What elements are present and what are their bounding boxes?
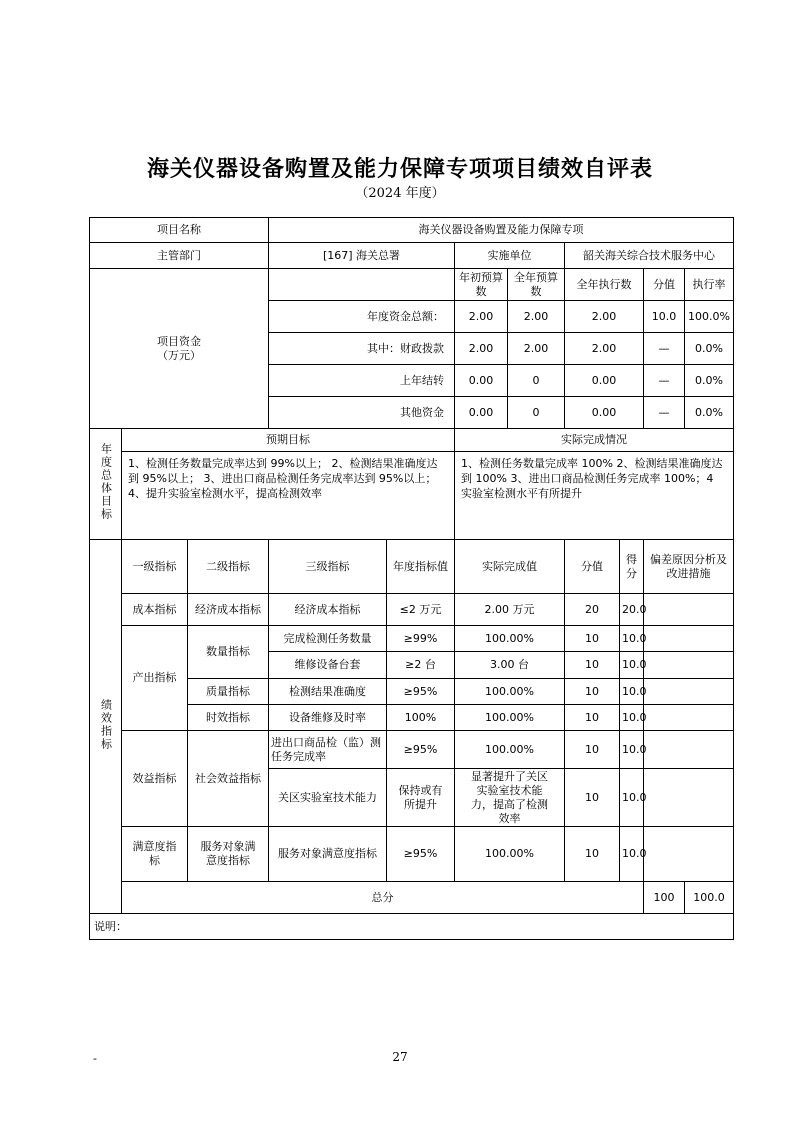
perf-header-score: 得分 (620, 540, 644, 594)
goals-actual-text: 1、检测任务数量完成率 100% 2、检测结果准确度达到 100% 3、进出口商品检测任务完成率 100%；4 实验室检测水平有所提升 (455, 452, 734, 540)
funds-row-label: 年度资金总额： (269, 301, 455, 333)
funds-cell: 0.00 (455, 397, 508, 429)
social-actual: 100.00% (455, 731, 565, 769)
perf-header-l2: 二级指标 (188, 540, 269, 594)
timeliness-scoreval: 10 (565, 705, 620, 731)
page-subtitle: （2024 年度） (355, 186, 445, 201)
satisfaction-l1: 满意度指标 (122, 827, 188, 882)
satisfaction-actual: 100.00% (455, 827, 565, 882)
dept-value: [167] 海关总署 (269, 243, 455, 269)
quantity-scoreval: 10 (565, 652, 620, 679)
total-score: 100.0 (685, 882, 734, 914)
social-scoreval: 10 (565, 731, 620, 769)
social-target: 保持或有所提升 (387, 769, 455, 827)
funds-cell: 10.0 (644, 301, 685, 333)
satisfaction-deviation (644, 827, 734, 882)
funds-cell: 0 (508, 365, 565, 397)
cost-l1: 成本指标 (122, 594, 188, 626)
page-number: 27 (392, 1050, 408, 1064)
social-deviation (644, 769, 734, 827)
funds-cell: — (644, 333, 685, 365)
satisfaction-target: ≥95% (387, 827, 455, 882)
quality-score: 10.0 (620, 679, 644, 705)
quality-scoreval: 10 (565, 679, 620, 705)
cost-scoreval: 20 (565, 594, 620, 626)
perf-header-actual: 实际完成值 (455, 540, 565, 594)
funds-cell: — (644, 397, 685, 429)
quality-l3: 检测结果准确度 (269, 679, 387, 705)
satisfaction-score: 10.0 (620, 827, 644, 882)
quantity-actual: 3.00 台 (455, 652, 565, 679)
perf-header-scoreval: 分值 (565, 540, 620, 594)
social-score: 10.0 (620, 731, 644, 769)
goals-expected-header: 预期目标 (122, 429, 455, 452)
funds-cell: 2.00 (565, 333, 644, 365)
funds-cell: 0.00 (455, 365, 508, 397)
quantity-actual: 100.00% (455, 626, 565, 652)
quality-actual: 100.00% (455, 679, 565, 705)
impl-label: 实施单位 (455, 243, 565, 269)
output-l1: 产出指标 (122, 626, 188, 731)
dept-label: 主管部门 (90, 243, 269, 269)
funds-cell: 2.00 (508, 333, 565, 365)
note-label: 说明： (90, 914, 734, 940)
cost-target: ≤2 万元 (387, 594, 455, 626)
funds-cell: 2.00 (565, 301, 644, 333)
quantity-deviation (644, 652, 734, 679)
goals-actual-header: 实际完成情况 (455, 429, 734, 452)
funds-label: 项目资金（万元） (90, 269, 269, 429)
timeliness-l2: 时效指标 (188, 705, 269, 731)
timeliness-score: 10.0 (620, 705, 644, 731)
funds-cell: 100.0% (685, 301, 734, 333)
total-scoreval: 100 (644, 882, 685, 914)
goals-expected-text: 1、检测任务数量完成率达到 99%以上； 2、检测结果准确度达到 95%以上； 3、进出口商品检测任务完成率达到 95%以上； 4、提升实验室检测水平，提高检测效率 (122, 452, 455, 540)
evaluation-table (89, 217, 734, 940)
perf-header-l3: 三级指标 (269, 540, 387, 594)
funds-row-label: 上年结转 (269, 365, 455, 397)
quality-l2: 质量指标 (188, 679, 269, 705)
performance-label: 绩效指标 (90, 540, 122, 914)
social-l3: 关区实验室技术能力 (269, 769, 387, 827)
satisfaction-scoreval: 10 (565, 827, 620, 882)
funds-cell: 0.0% (685, 397, 734, 429)
funds-cell: 0.0% (685, 333, 734, 365)
goals-label: 年度总体目标 (90, 429, 122, 540)
project-name-value: 海关仪器设备购置及能力保障专项 (269, 218, 734, 243)
cost-score: 20.0 (620, 594, 644, 626)
funds-cell: — (644, 365, 685, 397)
social-scoreval: 10 (565, 769, 620, 827)
cost-l2: 经济成本指标 (188, 594, 269, 626)
satisfaction-l3: 服务对象满意度指标 (269, 827, 387, 882)
funds-cell: 0 (508, 397, 565, 429)
perf-header-deviation: 偏差原因分析及改进措施 (644, 540, 734, 594)
quantity-l3: 完成检测任务数量 (269, 626, 387, 652)
quantity-scoreval: 10 (565, 626, 620, 652)
quantity-deviation (644, 626, 734, 652)
funds-header-init: 年初预算数 (455, 269, 508, 301)
funds-cell: 0.0% (685, 365, 734, 397)
funds-cell: 2.00 (455, 301, 508, 333)
cost-deviation (644, 594, 734, 626)
funds-row-label: 其他资金 (269, 397, 455, 429)
quantity-l3: 维修设备台套 (269, 652, 387, 679)
funds-row-label: 其中：财政拨款 (269, 333, 455, 365)
project-name-label: 项目名称 (90, 218, 269, 243)
funds-header-rate: 执行率 (685, 269, 734, 301)
total-label: 总分 (122, 882, 644, 914)
funds-header-annual: 全年预算数 (508, 269, 565, 301)
quality-deviation (644, 679, 734, 705)
funds-cell: 2.00 (508, 301, 565, 333)
benefit-l1: 效益指标 (122, 731, 188, 827)
funds-cell: 2.00 (455, 333, 508, 365)
funds-cell: 0.00 (565, 365, 644, 397)
funds-header-exec: 全年执行数 (565, 269, 644, 301)
funds-header-scoreval: 分值 (644, 269, 685, 301)
page-title: 海关仪器设备购置及能力保障专项项目绩效自评表 (146, 156, 653, 182)
social-actual: 显著提升了关区实验室技术能力，提高了检测效率 (455, 769, 565, 827)
funds-header-blank (269, 269, 455, 301)
funds-cell: 0.00 (565, 397, 644, 429)
quantity-l2: 数量指标 (188, 626, 269, 679)
quantity-score: 10.0 (620, 652, 644, 679)
footer-dash: - (93, 1052, 97, 1065)
perf-header-target: 年度指标值 (387, 540, 455, 594)
quality-target: ≥95% (387, 679, 455, 705)
cost-l3: 经济成本指标 (269, 594, 387, 626)
social-target: ≥95% (387, 731, 455, 769)
social-score: 10.0 (620, 769, 644, 827)
timeliness-deviation (644, 705, 734, 731)
quantity-score: 10.0 (620, 626, 644, 652)
satisfaction-l2: 服务对象满意度指标 (188, 827, 269, 882)
perf-header-l1: 一级指标 (122, 540, 188, 594)
social-l3: 进出口商品检（监）测任务完成率 (269, 731, 387, 769)
social-l2: 社会效益指标 (188, 731, 269, 827)
impl-value: 韶关海关综合技术服务中心 (565, 243, 734, 269)
social-deviation (644, 731, 734, 769)
timeliness-actual: 100.00% (455, 705, 565, 731)
quantity-target: ≥2 台 (387, 652, 455, 679)
quantity-target: ≥99% (387, 626, 455, 652)
timeliness-l3: 设备维修及时率 (269, 705, 387, 731)
cost-actual: 2.00 万元 (455, 594, 565, 626)
timeliness-target: 100% (387, 705, 455, 731)
